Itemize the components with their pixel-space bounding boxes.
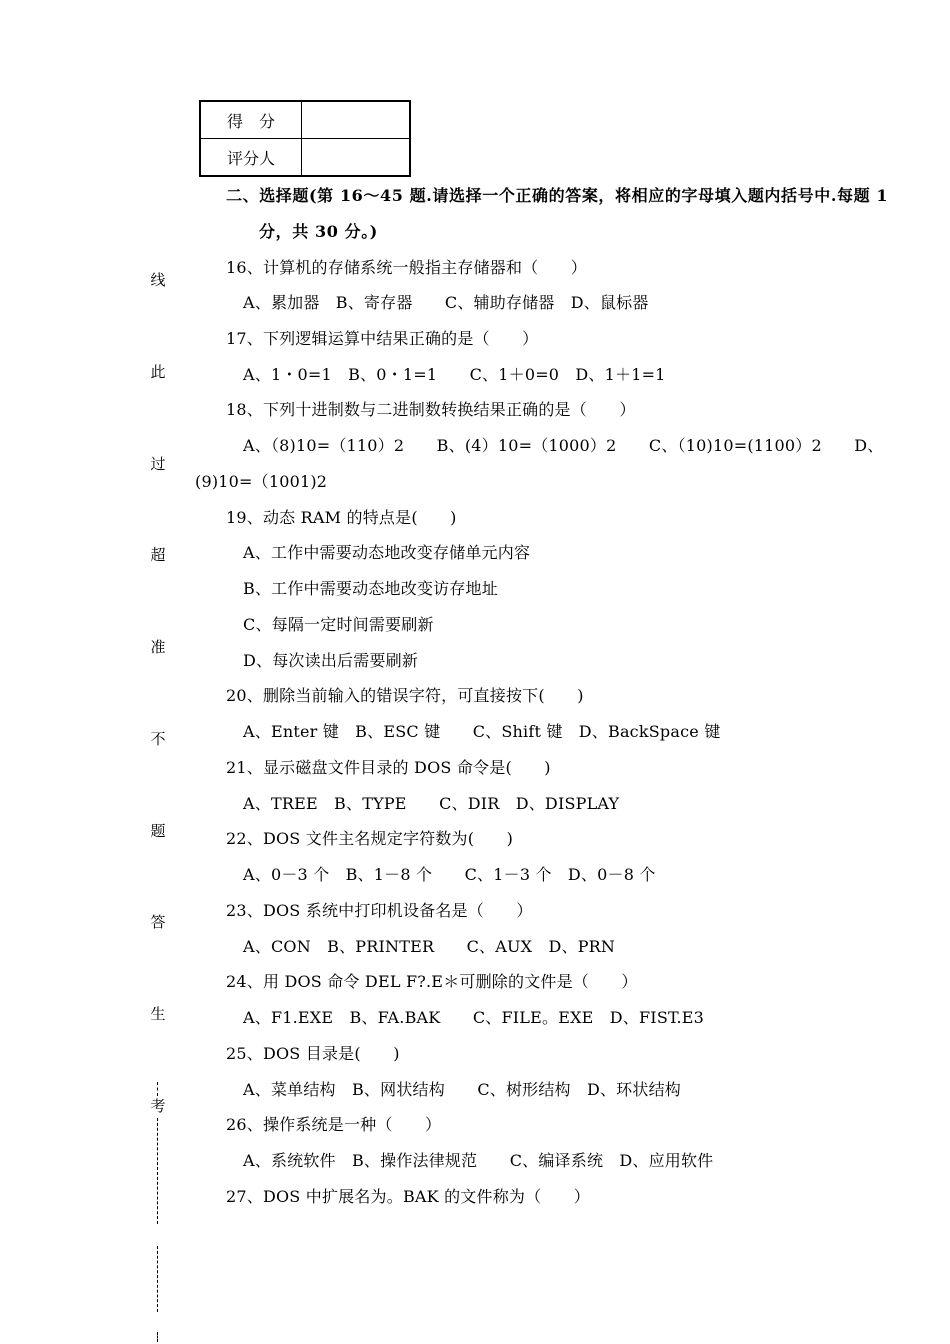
side-char: 不 [150, 730, 166, 748]
question-options: A、CON B、PRINTER C、AUX D、PRN [243, 937, 616, 956]
side-char: 考 [150, 1097, 166, 1115]
question-options: A、0－3 个 B、1－8 个 C、1－3 个 D、0－8 个 [243, 865, 656, 884]
question-stem: 16、计算机的存储系统一般指主存储器和（ ） [226, 258, 587, 277]
side-char: 题 [150, 822, 166, 840]
question-option: A、工作中需要动态地改变存储单元内容 [243, 543, 531, 562]
question-options: A、Enter 键 B、ESC 键 C、Shift 键 D、BackSpace 键 [243, 722, 721, 741]
score-value-cell[interactable] [302, 101, 411, 139]
score-label: 得 分 [200, 101, 302, 139]
side-char: 准 [150, 638, 166, 656]
side-char: 线 [150, 271, 166, 289]
question-stem: 26、操作系统是一种（ ） [226, 1115, 442, 1134]
question-option: B、工作中需要动态地改变访存地址 [243, 579, 498, 598]
question-option: C、每隔一定时间需要刷新 [243, 615, 434, 634]
question-stem: 25、DOS 目录是( ) [226, 1044, 400, 1063]
binding-dashed-line [157, 1118, 158, 1224]
question-stem: 21、显示磁盘文件目录的 DOS 命令是( ) [226, 758, 551, 777]
question-options: A、F1.EXE B、FA.BAK C、FILE。EXE D、FIST.E3 [243, 1008, 705, 1027]
question-options-cont: (9)10=（1001)2 [195, 472, 328, 491]
question-stem: 19、动态 RAM 的特点是( ) [226, 508, 457, 527]
question-options: A、（8)10=（110）2 B、(4）10=（1000）2 C、（10)10=(1100）2 D、 [243, 436, 884, 455]
side-char: 此 [150, 363, 166, 381]
section-title-cont: 分，共 30 分。) [259, 222, 378, 241]
question-options: A、TREE B、TYPE C、DIR D、DISPLAY [243, 794, 620, 813]
side-char: 过 [150, 455, 166, 473]
side-char: 答 [150, 913, 166, 931]
question-stem: 17、下列逻辑运算中结果正确的是（ ） [226, 329, 539, 348]
question-stem: 22、DOS 文件主名规定字符数为( ) [226, 829, 514, 848]
scorer-value-cell[interactable] [302, 139, 411, 177]
question-options: A、菜单结构 B、网状结构 C、树形结构 D、环状结构 [243, 1080, 681, 1099]
binding-dashed-line [157, 1332, 158, 1342]
section-title: 二、选择题(第 16～45 题.请选择一个正确的答案，将相应的字母填入题内括号中.每题 1 [226, 186, 889, 205]
question-option: D、每次读出后需要刷新 [243, 651, 419, 670]
question-stem: 23、DOS 系统中打印机设备名是（ ） [226, 901, 533, 920]
question-options: A、累加器 B、寄存器 C、辅助存储器 D、鼠标器 [243, 293, 649, 312]
side-char: 超 [150, 546, 166, 564]
scorer-label: 评分人 [200, 139, 302, 177]
question-stem: 27、DOS 中扩展名为。BAK 的文件称为（ ） [226, 1187, 590, 1206]
score-table [199, 100, 411, 177]
side-char: 生 [150, 1005, 166, 1023]
question-options: A、系统软件 B、操作法律规范 C、编译系统 D、应用软件 [243, 1151, 714, 1170]
binding-dashed-line [157, 1246, 158, 1312]
question-stem: 18、下列十进制数与二进制数转换结果正确的是（ ） [226, 400, 636, 419]
question-stem: 20、删除当前输入的错误字符，可直接按下( ) [226, 686, 584, 705]
question-options: A、1・0=1 B、0・1=1 C、1＋0=0 D、1＋1=1 [243, 365, 666, 384]
binding-dashed-line [157, 1082, 158, 1096]
question-stem: 24、用 DOS 命令 DEL F?.E＊可删除的文件是（ ） [226, 972, 638, 991]
